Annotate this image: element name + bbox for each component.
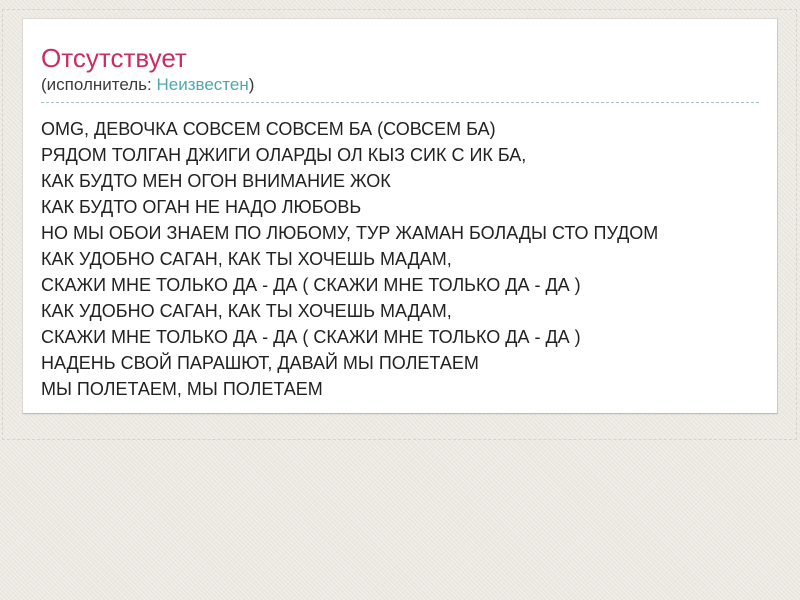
lyric-line: НО МЫ ОБОИ ЗНАЕМ ПО ЛЮБОМУ, ТУР ЖАМАН БОЛАДЫ СТО ПУДОМ	[41, 223, 659, 243]
lyric-line: КАК УДОБНО САГАН, КАК ТЫ ХОЧЕШЬ МАДАМ,	[41, 301, 452, 321]
lyric-line: КАК БУДТО МЕН ОГОН ВНИМАНИЕ ЖОК	[41, 171, 391, 191]
lyrics-text	[41, 116, 759, 402]
lyric-line: OMG, ДЕВОЧКА СОВСЕМ СОВСЕМ БА (СОВСЕМ БА)	[41, 119, 496, 139]
artist-label-suffix: )	[248, 75, 255, 94]
lyric-line: РЯДОМ ТОЛГАН ДЖИГИ ОЛАРДЫ ОЛ КЫЗ СИК С ИК БА,	[41, 145, 527, 165]
lyrics-card	[22, 18, 778, 414]
song-title: Отсутствует	[41, 43, 187, 73]
lyric-line: СКАЖИ МНЕ ТОЛЬКО ДА - ДА ( СКАЖИ МНЕ ТОЛЬКО ДА - ДА )	[41, 327, 581, 347]
lyric-line: СКАЖИ МНЕ ТОЛЬКО ДА - ДА ( СКАЖИ МНЕ ТОЛЬКО ДА - ДА )	[41, 275, 581, 295]
artist-line	[41, 75, 759, 103]
lyric-line: КАК БУДТО ОГАН НЕ НАДО ЛЮБОВЬ	[41, 197, 362, 217]
lyric-line: МЫ ПОЛЕТАЕМ, МЫ ПОЛЕТАЕМ	[41, 379, 323, 399]
artist-label: (исполнитель:	[41, 75, 157, 94]
artist-link[interactable]: Неизвестен	[156, 75, 249, 94]
lyric-line: КАК УДОБНО САГАН, КАК ТЫ ХОЧЕШЬ МАДАМ,	[41, 249, 452, 269]
lyric-line: НАДЕНЬ СВОЙ ПАРАШЮТ, ДАВАЙ МЫ ПОЛЕТАЕМ	[41, 353, 479, 373]
